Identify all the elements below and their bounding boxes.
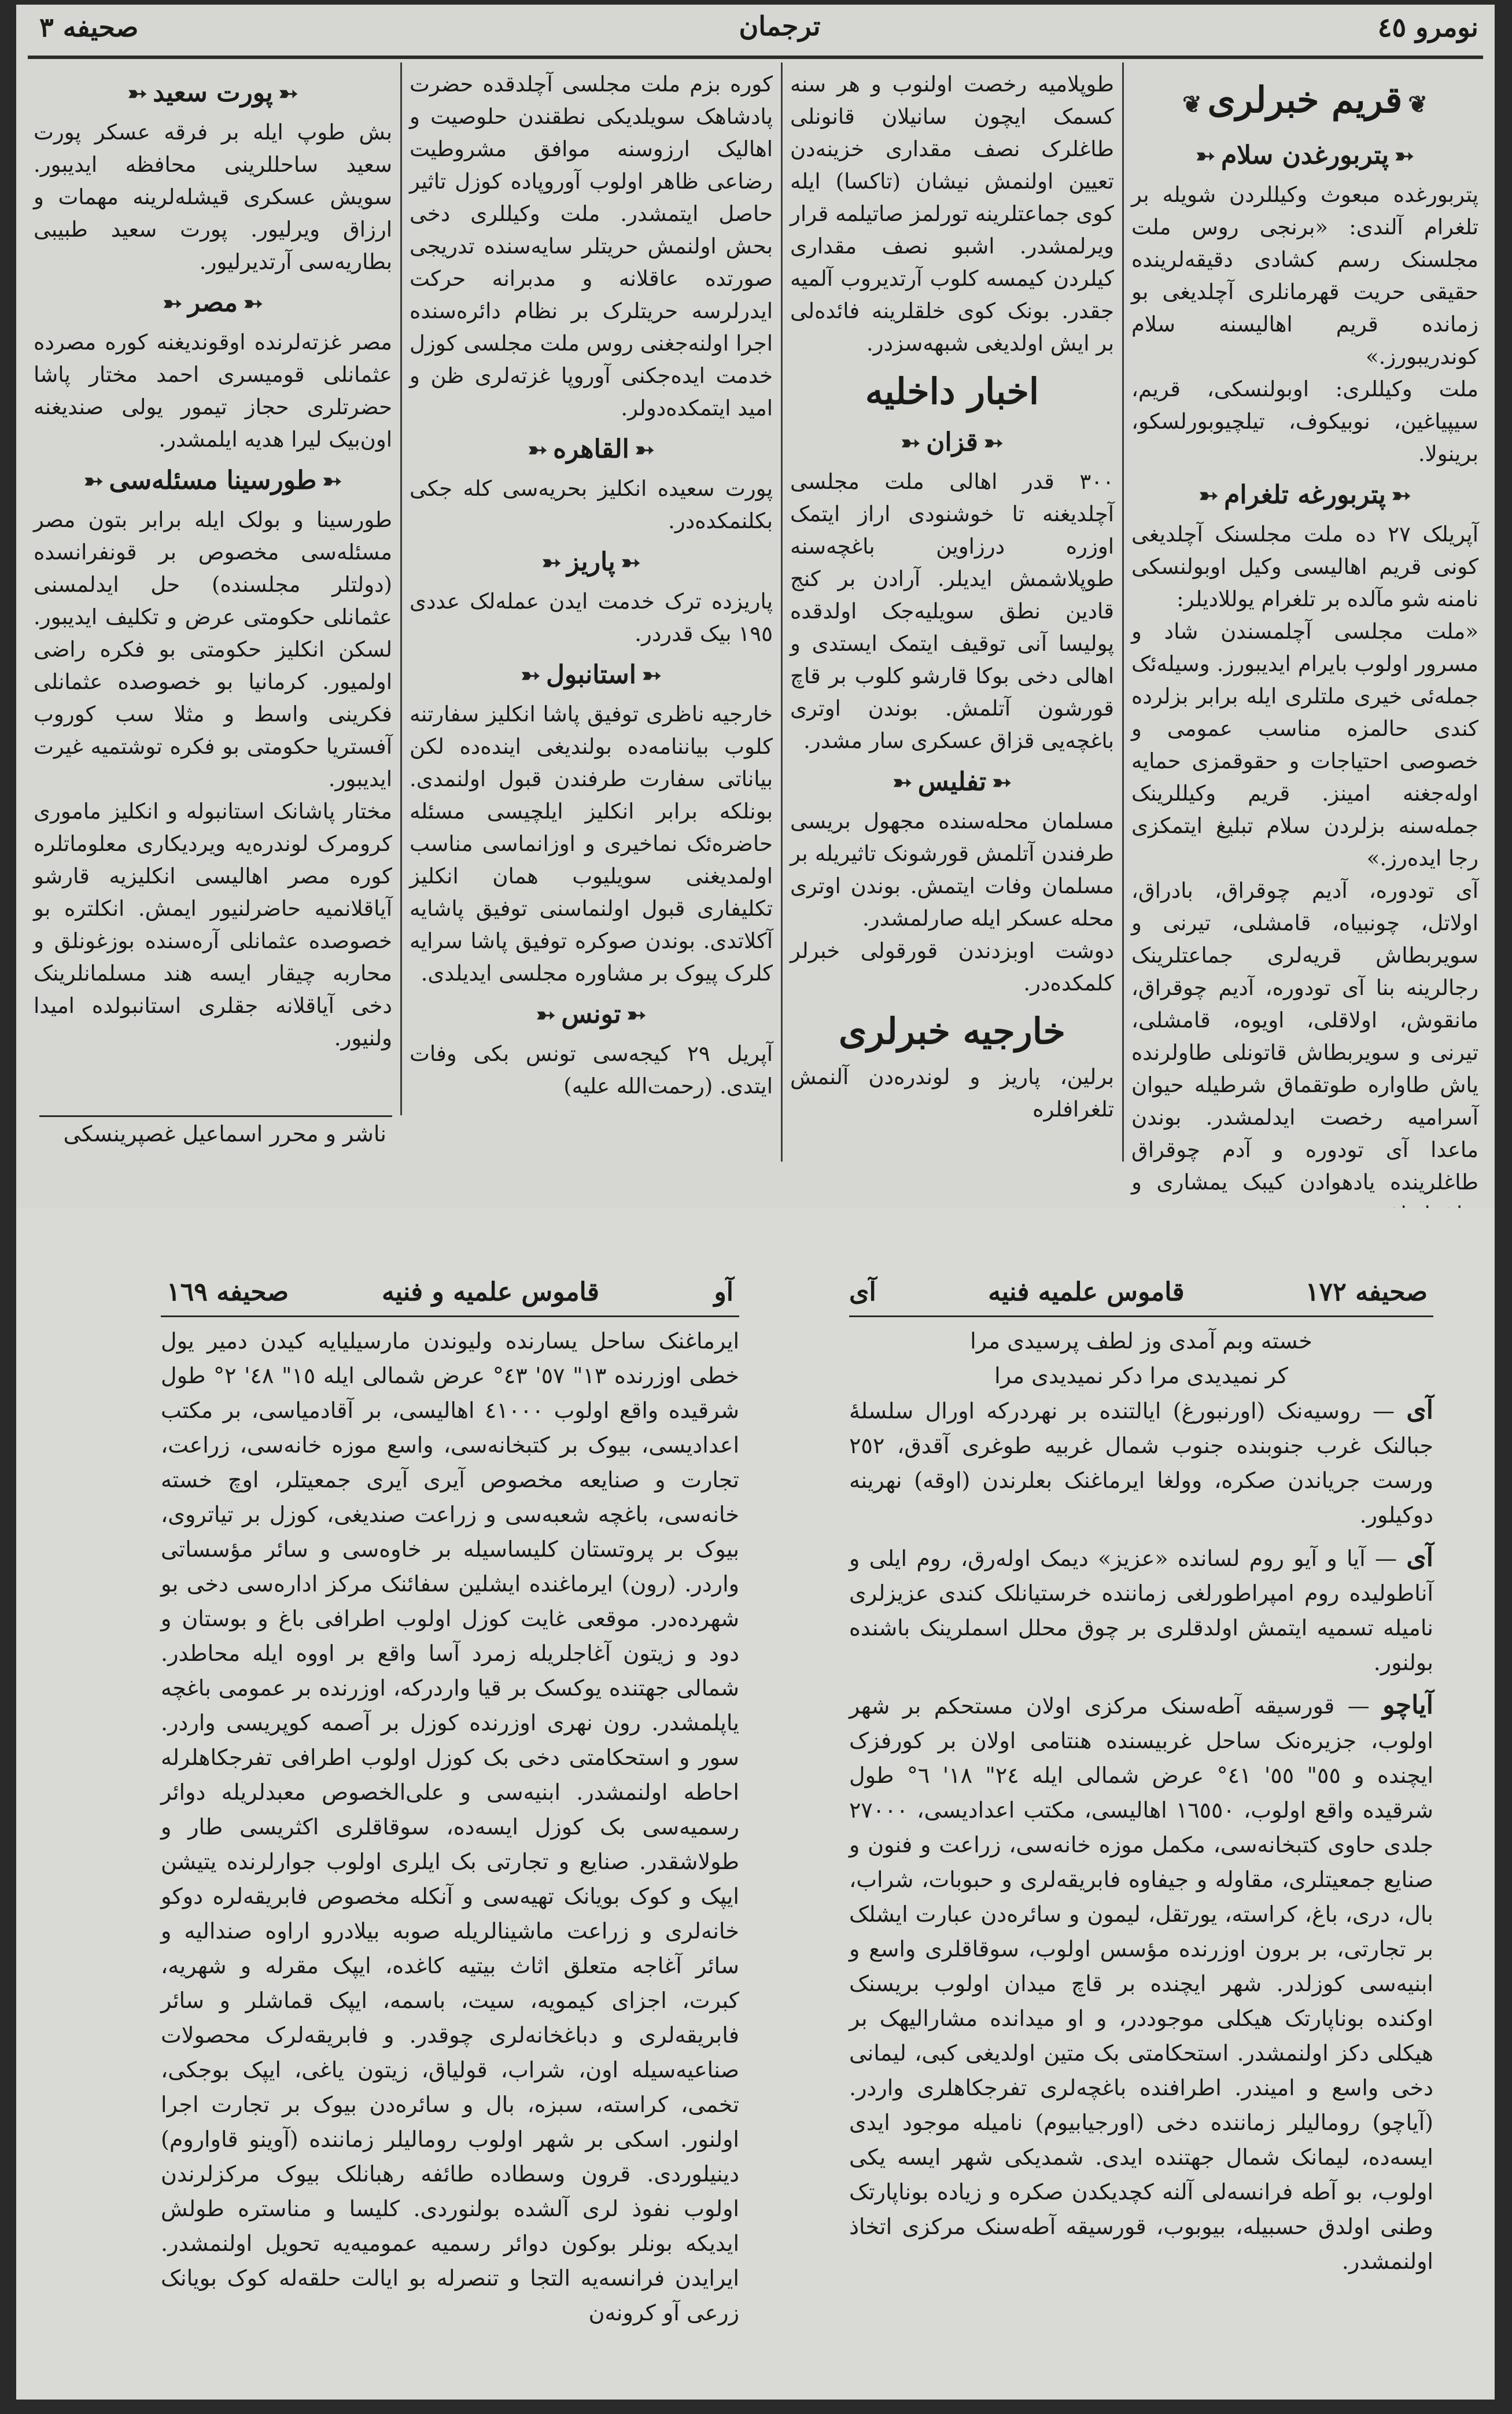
news-paragraph: آپریلک ٢٧ ده ملت مجلسنک آچلدیغی کونی قریم اهالیسی وکیل اوبولنسکی نامنه شو مآلده بر تلغرام یوللادیلر: <box>1131 522 1479 611</box>
news-paragraph: بش طوپ ایله بر فرقه عسکر پورت سعید ساحللرینی محافظه ایدیبور. سویش عسکری قیشله‌لرینه مهمات و ارزاق ویرلیور. پورت سعید طبیبی بطاریه‌سی آرتدیرلیور. <box>34 120 392 274</box>
news-paragraph: مصر غزته‌لرنده اوقوندیغنه کوره مصرده عثمانلی قومیسری احمد مختار پاشا حضرتلری حجاز تیمور یولی صندیغنه اون‌بیک لیرا هدیه ایلمشدر. <box>34 330 392 452</box>
news-paragraph: طوپلامیه رخصت اولنوب و هر سنه کسمک ایچون سانیلان قانونلی طاغلرک نصف مقداری خزینه‌دن تعیین اولنمش نیشان (تاکسا) ایله کوی جماعتلرینه تورلمز صاتیلمه قرار ویرلمشدر. اشبو نصف مقداری کیلردن کیمسه کلوب آرتدیروب آلمیه جقدر. بونک کوی خلقلرینه فائده‌لی بر ایش اولدیغی شبهه‌سزدر. <box>790 72 1114 356</box>
column-crimea-news <box>1131 68 1479 1195</box>
column-divider <box>781 62 783 1162</box>
news-paragraph: طورسینا و بولک ایله برابر بتون مصر مسئله‌سی مخصوص بر قونفرانسده (دولتلر مجلسنده) حل ایدلمسنی عثمانلی حکومتی عرض و تکلیف ایدیبور. لسکن انکلیز حکومتی بو فکره راضی اولمیور. کرمانیا بو خصوصده عثمانلی فکرینی واسط و مثلا سب کوروب آفستریا حکومتی بو فکره توشتمیه غیرت ایدیبور. <box>34 507 392 791</box>
section-heading: ❦ قریم خبرلری ❦ <box>1182 79 1428 121</box>
subheading: ➳ پتربورغه تلغرام ➳ <box>1198 480 1411 510</box>
section-heading: اخبار داخلیه <box>865 370 1039 412</box>
section-heading: خارجیه خبرلری <box>839 1010 1065 1052</box>
dictionary-paragraph: ایرماغنک ساحل یسارنده ولیوندن مارسیلیایه کیدن دمیر یول خطی اوزرنده ١٣" ٥٧' ٤٣° عرض شمالی ایله ١٥" ٤٨' ٢° طول شرقیده واقع اولوب ٤١٠٠٠ اهالیسی، بر آقادمیاسی، بر مکتب اعدادیسی، بیوک بر کتبخانه‌سی، واسع موزه خانه‌سی، زراعت، تجارت و صنایعه مخصوص آیری آیری جمعیتلر، اوچ خسته خانه‌سی، باغچه شعبه‌سی و زراعت صندیغی، کوزل بر تیاتروی، بیوک بر پروتستان کلیساسیله بر خاوه‌سی و سائر مؤسساتی واردر. (رون) ایرماغنده ایشلین سفائنک مرکز اداره‌سی دخی بو شهرده‌در. موقعی غایت کوزل اولوب اطرافی باغ و بوستان و دود و زیتون آغاجلریله زمرد آسا واقع بر اووه ایله محاطدر. شمالی جهتنده یوکسک بر قیا واردرکه، اوزرنده بر عمومی باغچه یاپلمشدر. رون نهری اوزرنده کوزل بر آصمه کوپریسی واردر. سور و استحکامتی دخی بک کوزل اولوب اطرافی تفرجکاهلرله احاطه اولنمشدر. ابنیه‌سی و علی‌الخصوص معبدلریله دوائر رسمیه‌سی بک کوزل ایسه‌ده، سوقاقلری اکثریسی طار و طولاشقدر. صنایع و تجارتی بک ایلری اولوب جوارلرنده یتیشن ایپک و کوک بویانک تهیه‌سی و آنکله مخصوص فابریقه‌لره دوکو خانه‌لری و زراعت ماشینالریله صوبه بیلادرو اراوه صندالیه و سائر آغاجه متعلق اثاث بیتیه کاغده، ایپک مقرله و شهریه، کبرت، اجزای کیمویه، سیت، باسمه، ایپک قماشلر و سائر فابریقه‌لری و دباغخانه‌لری چوقدر. و فابریقه‌لرک محصولات صناعیه‌سیله اون، شراب، قولیاق، زیتون یاغی، ایپک بوجکی، تخمی، کراسته، سبزه، بال و سائره‌دن بیوک بر تجارت اجرا اولنور. اسکی بر شهر اولوب رومالیلر زماننده (آوینو قاواروم) دینیلوردی. قرون وسطاده طائفه رهبانلک بیوک مرکزلرندن اولوب نفوذ لری آلشده بولنوردی. کلیسا و مناستره طولش ایدیکه بونلر بوکون دوائر رسمیه عمومیه‌یه تحویل اولنمشدر. ایرایدن فرانسه‌یه التجا و تنصرله بو ایالت حلقه‌له کوک بویانک زرعی آو کرونه‌ن <box>161 1328 739 2325</box>
newspaper-page <box>16 5 1495 1208</box>
news-paragraph: آی تودوره، آدیم چوقراق، بادراق، اولاتل، چونبیاه، قامشلی، تیرنی و سویربطاش قریه‌لری جماعتلرینک رجالرینه بنا آی تودوره، آدیم چوقراق، مانقوش، اولاقلی، اویوه، قامشلی، تیرنی و سویربطاش قاتونلی طاولرنده یاش طاواره طوتقماق شرطیله حیوان آسرامیه رخصت ایدلمشدر. بوندن ماعدا آی تودوره و آدم چوقراق طاغلرینده یادهوادن کیبک یمشاری و <box>1131 878 1478 1195</box>
column-interior-news <box>790 68 1114 1179</box>
news-paragraph: ملت وکیللری: اوبولنسکی، قریم، سیپیاغین، نوبیکوف، تیلچیوبورلسکو، برینولا. <box>1131 377 1478 466</box>
column-foreign-news <box>410 68 773 1179</box>
subheading: ➳ تونس ➳ <box>536 1000 647 1029</box>
page-number: صحیفه ٣ <box>39 12 139 43</box>
subheading: ➳ القاهره ➳ <box>528 434 655 464</box>
entry-headword: آی <box>1406 1395 1433 1425</box>
column-divider <box>400 62 402 1115</box>
right-page-word: آی <box>849 1277 876 1307</box>
subheading: ➳ پورت سعید ➳ <box>127 78 298 108</box>
news-paragraph: «ملت مجلسی آچلمسندن شاد و مسرور اولوب بایرام ایدیبورز. وسیله‌ئک جمله‌ئی خیری ملتلری ایله برابر بزلرده کندی حالمزه مناسب عمومی و خصوصی احتیاجات و حقوقمزی حمایه اوله‌جغنه امینز. قریم وکیللرینک جمله‌سنه بزلردن سلام تبلیغ ایتمکزی رجا ایده‌رز.» <box>1131 619 1478 871</box>
verse-line: خسته وبم آمدی وز لطف پرسیدی مرا <box>970 1328 1312 1354</box>
left-page-number: صحیفه ١٦٩ <box>167 1277 289 1307</box>
signature-rule <box>39 1115 392 1117</box>
right-header-rule <box>849 1315 1433 1317</box>
entry-headword: آیاچو <box>1382 1690 1433 1720</box>
subheading: ➳ تفلیس ➳ <box>893 767 1012 797</box>
subheading: ➳ قزان ➳ <box>901 427 1004 457</box>
subheading: ➳ پتربورغدن سلام ➳ <box>1196 141 1414 170</box>
subheading: ➳ پاریز ➳ <box>541 547 641 577</box>
news-paragraph: پتربورغده مبعوث وکیللردن شویله بر تلغرام آلندی: «برنجی روس ملت مجلسنک رسم کشادی دقیقه‌لرینده حقیقی حریت قهرمانلری آچلدیغی بو زمانده قریم اهالیسنه سلام کوندریبورز.» <box>1131 182 1478 369</box>
news-paragraph: کوره بزم ملت مجلسی آچلدقده حضرت پادشاهک سویلدیکی نطقندن حلوصیت و اهالیک ارزوسنه موافق مشروطیت رضاعی ظاهر اولوب آوروپاده کوزل تاثیر حاصل ایتمشدر. ملت وکیللری دخی بحش اولنمش حریتلر سایه‌سنده تدریجی صورتده عاقلانه و مدبرانه حرکت ایدرلرسه حریتلرک بر نظام دائره‌سنده اجرا اولنه‌جغنی روس ملت مجلسی کوزل خدمت ایده‌جکنی آوروپا غزته‌لری ظن و امید ایتمکده‌دولر. <box>410 72 773 421</box>
left-page-body <box>161 1324 739 2388</box>
news-paragraph: خارجیه ناظری توفیق پاشا انکلیز سفارتنه کلوب بیاننامه‌ده بولندیغی اینده‌ده لکن بیاناتی سفارت طرفندن قبول اولنمدی. بونلکه برابر انکلیز ایلچیسی مسئله حاضره‌ئک نماخیری و اوزانماسی مناسب اولمدیغنی سویلیوب همان انکلیز تکلیفاری قبول اولنماسنی توفیق پاشایه آکلاتدی. بوندن صوکره توفیق پاشا سرایه کلرک پیوک بر مشاوره مجلسی ایدیلدی. <box>410 702 773 986</box>
entry-definition: آیا و آیو روم لسانده «عزیز» دیمک اوله‌رق، روم ایلی و آناطولیده روم امپراطورلغی زماننده خرستیانلک کندی عزیزلری نامیله تسمیه ایتمش اولدقلری بر چوق محلل اسملرینک باشنده بولنور. <box>849 1546 1433 1675</box>
column-divider <box>1122 62 1124 1162</box>
entry-definition: روسیه‌نک (اورنبورغ) ایالتنده بر نهردرکه اورال سلسله‌ٔ جبالنک غرب جنوبنده جنوب شمال غربیه طوغری آقدق، ٢٥٢ ورست جریاندن صکره، وولغا ایرماغنک بعلرندن (اوقه) نهرینه دوکیلور. <box>849 1398 1433 1528</box>
news-paragraph: مسلمان محله‌سنده مجهول بریسی طرفندن آتلمش قورشونک تاثیریله بر مسلمان وفات ایتمش. بوندن اوتری محله عسکر ایله صارلمشدر. <box>790 809 1114 931</box>
news-paragraph: مختار پاشانک استانبوله و انکلیز ماموری کرومرک لوندره‌یه ویردیکاری معلوماتلره کوره مصر اهالیسی انکلیزیه قارشو آیاقلانمیه حاضرلنیور ایمش. انکلتره بو خصوصده عثمانلی آره‌سنده بوزغونلق و محاربه چیقار ایسه هند مسلمانلرینک دخی آیاقلانه جقلری استانبولده امیدا ولنیور. <box>34 799 392 1051</box>
dictionary-spread <box>16 1208 1495 2400</box>
news-paragraph: پورت سعیده انکلیز بحریه‌سی کله جکی بکلنمکده‌در. <box>410 476 773 533</box>
news-paragraph: پاریزده ترک خدمت ایدن عمله‌لک عددی ١٩٥ بیک قدردر. <box>410 589 773 646</box>
right-page-number: صحیفه ١٧٢ <box>1305 1277 1428 1307</box>
dictionary-entry: آیاچو — قورسیقه آطه‌سنک مرکزی اولان مستحکم بر شهر اولوب، جزیره‌نک ساحل غربیسنده هنتامی اولان بر کورفزک ایچنده و ٥٥" ٥٥' ٤١° عرض شمالی ایله ٢٤" ١٨' ٦° طول شرقیده واقع اولوب، ١٦٥٥٠ اهالیسی، مکتب اعدادیسی، ٢٧٠٠٠ جلدی حاوی کتبخانه‌سی، مکمل موزه خانه‌سی، زراعت و فنون و صنایع جمعیتلری، مقاوله و جیفاوه فابریقه‌لری و حبوبات، شراب، بال، دری، باغ، کراسته، یورتقل، لیمون و سائره‌دن عبارت ایشلک بر تجارتی، بر برون اوزرنده مؤسس اولوب، سوقاقلری واسع و ابنیه‌سی کوزلدر. شهر ایچنده بر قاچ میدان اولوب بریسنک اوکنده بوناپارتک هیکلی موجوددر، و او میدانده مشارالیهک بر هیکلی دکز اولنمشدر. استحکامتی بک متین اولدیغی کبی، لیمانی دخی واسع و امیندر. اطرافنده باغچه‌لری تفرجکاهلری واردر. (آیاچو) رومالیلر زماننده دخی (اورجیابیوم) نامیله موجود ایدی ایسه‌ده، لیمانک شمال جهتنده ایدی. شمدیکی شهر ایسه یکی اولوب، بو آطه فرانسه‌لی آلنه کچدیکدن صکره و زیاده بوناپارتک وطنی اولدق حسبیله، بیوبوب، قورسیقه آطه‌سنک مرکزی اتخاذ اولنمشدر. <box>849 1690 1434 2274</box>
entry-headword: آی <box>1406 1543 1433 1572</box>
left-page-title: قاموس علمیه و فنیه <box>382 1277 599 1307</box>
subheading: ➳ طورسینا مسئله‌سی ➳ <box>84 466 342 495</box>
dictionary-entry: آی — روسیه‌نک (اورنبورغ) ایالتنده بر نهردرکه اورال سلسله‌ٔ جبالنک غرب جنوبنده جنوب شمال غربیه طوغری آقدق، ٢٥٢ ورست جریاندن صکره، وولغا ایرماغنک بعلرندن (اوقه) نهرینه دوکیلور. <box>849 1395 1433 1528</box>
right-page-title: قاموس علمیه فنیه <box>988 1277 1185 1307</box>
right-page-body <box>849 1324 1433 2388</box>
verse-line: کر نمیدیدی مرا دکر نمیدیدی مرا <box>994 1363 1288 1388</box>
column-egypt-news <box>34 68 392 1121</box>
publisher-signature: ناشر و محرر اسماعیل غصپرینسکی <box>63 1121 386 1147</box>
newspaper-title: ترجمان <box>739 10 821 42</box>
subheading: ➳ مصر ➳ <box>163 288 263 318</box>
left-header-rule <box>161 1315 739 1317</box>
masthead-rule <box>28 56 1483 59</box>
news-paragraph: آپریل ٢٩ کیجه‌سی تونس بکی وفات ایتدی. (رحمت‌الله علیه) <box>410 1041 773 1099</box>
news-paragraph: برلین، پاریز و لوندره‌دن آلنمش تلغرافلره <box>790 1064 1114 1122</box>
news-paragraph: ٣٠٠ قدر اهالی ملت مجلسی آچلدیغنه تا خوشنودی اراز ایتمک اوزره درزاوین باغچه‌سنه طوپلاشمش ایدیلر. آرادن بر کنج قادین نطق سویلیه‌جک اولدقده پولیسا آنی توقیف ایتمک ایستدی و اهالی دخی بوکا قارشو کلوب بر قاچ قورشون آتلمش. بوندن اوتری باغچه‌یی قزاق عسکری سار مشدر. <box>790 469 1114 753</box>
entry-definition: قورسیقه آطه‌سنک مرکزی اولان مستحکم بر شهر اولوب، جزیره‌نک ساحل غربیسنده هنتامی اولان بر کورفزک ایچنده و ٥٥" ٥٥' ٤١° عرض شمالی ایله ٢٤" ١٨' ٦° طول شرقیده واقع اولوب، ١٦٥٥٠ اهالیسی، مکتب اعدادیسی، ٢٧٠٠٠ جلدی حاوی کتبخانه‌سی، مکمل موزه خانه‌سی، زراعت و فنون و صنایع جمعیتلری، مقاوله و جیفاوه فابریقه‌لری و حبوبات، شراب، بال، دری، باغ، کراسته، یورتقل، لیمون و سائره‌دن عبارت ایشلک بر تجارتی، بر برون اوزرنده مؤسس اولوب، سوقاقلری واسع و ابنیه‌سی کوزلدر. شهر ایچنده بر قاچ میدان اولوب بریسنک اوکنده بوناپارتک هیکلی موجوددر، و او میدانده مشارالیهک بر هیکلی دکز اولنمشدر. استحکامتی بک متین اولدیغی کبی، لیمانی دخی واسع و امیندر. اطرافنده باغچه‌لری تفرجکاهلری واردر. (آیاچو) رومالیلر زماننده دخی (اورجیابیوم) نامیله موجود ایدی ایسه‌ده، لیمانک شمال جهتنده ایدی. شمدیکی شهر ایسه یکی اولوب، بو آطه فرانسه‌لی آلنه کچدیکدن صکره و زیاده بوناپارتک وطنی اولدق حسبیله، بیوبوب، قورسیقه آطه‌سنک مرکزی اتخاذ اولنمشدر. <box>849 1693 1434 2274</box>
issue-number: نومرو ٤٥ <box>1377 12 1478 43</box>
news-paragraph: دوشت اوبزدندن قورقولی خبرلر کلمکده‌در. <box>790 938 1114 996</box>
left-page-word: آو <box>714 1277 733 1307</box>
subheading: ➳ استانبول ➳ <box>521 660 662 690</box>
dictionary-entry: آی — آیا و آیو روم لسانده «عزیز» دیمک اوله‌رق، روم ایلی و آناطولیده روم امپراطورلغی زماننده خرستیانلک کندی عزیزلری نامیله تسمیه ایتمش اولدقلری بر چوق محلل اسملرینک باشنده بولنور. <box>849 1543 1433 1675</box>
